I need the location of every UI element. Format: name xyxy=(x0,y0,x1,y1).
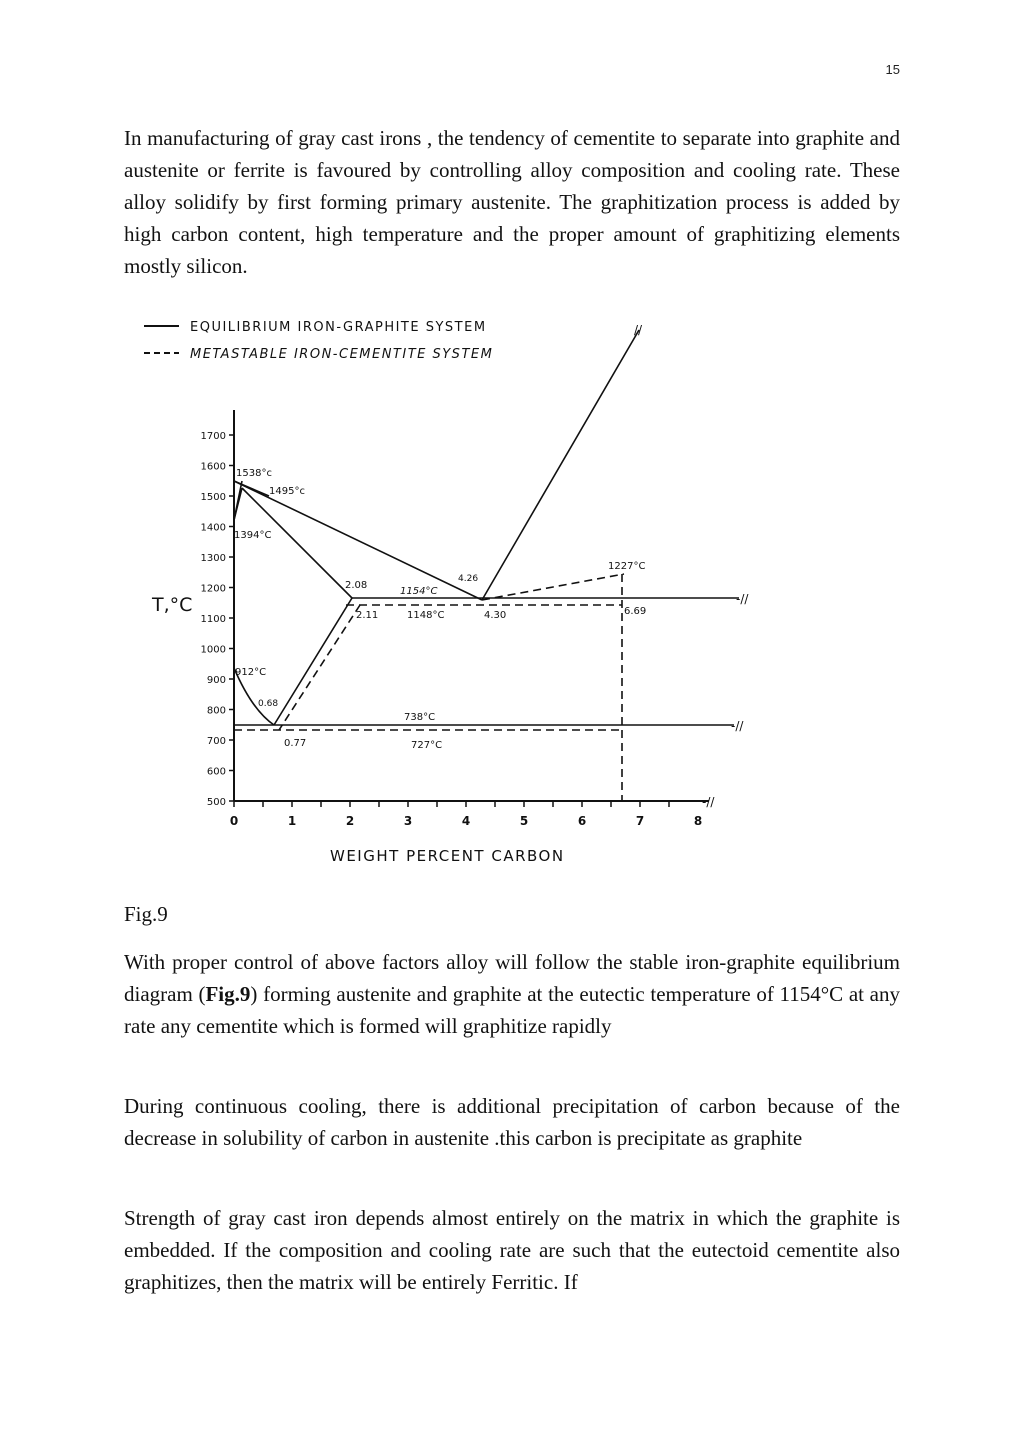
paragraph-strength: Strength of gray cast iron depends almost entirely on the matrix in which the graphite is embedded. If the composition and cooling rate are such that the eutectoid cementite also graphitizes, then the matrix will be entirely Ferritic. If xyxy=(124,1206,900,1294)
x-tick-label-3: 3 xyxy=(403,814,413,828)
y-tick-label-800: 800 xyxy=(206,705,226,717)
acm-line xyxy=(274,598,352,725)
label-1148c: 1148°C xyxy=(407,610,445,621)
x-axis-title: WEIGHT PERCENT CARBON xyxy=(330,847,565,865)
break-mark-eutectoid: -// xyxy=(731,719,744,733)
label-1394c: 1394°C xyxy=(234,530,272,541)
x-tick-label-4: 4 xyxy=(461,814,471,828)
x-tick-label-2: 2 xyxy=(345,814,355,828)
x-tick-label-8: 8 xyxy=(693,814,703,828)
label-0-68: 0.68 xyxy=(258,699,279,709)
label-1227c: 1227°C xyxy=(608,561,646,572)
legend-solid-label: EQUILIBRIUM IRON-GRAPHITE SYSTEM xyxy=(190,320,487,335)
label-738c: 738°C xyxy=(404,712,436,723)
y-tick-label-1300: 1300 xyxy=(200,553,226,564)
metastable-acm xyxy=(279,605,360,730)
solidus-line xyxy=(242,488,352,598)
break-mark-arrow: // xyxy=(634,323,643,337)
x-tick-label-1: 1 xyxy=(287,814,297,828)
label-6-69: 6.69 xyxy=(624,606,647,617)
y-tick-label-1200: 1200 xyxy=(200,583,226,595)
label-4-26: 4.26 xyxy=(458,574,479,584)
paragraph-equilibrium xyxy=(124,946,900,1042)
figure-reference: Fig.9 xyxy=(205,982,251,1006)
x-tick-labels xyxy=(230,814,702,828)
paragraph-equilibrium-part1: With proper control of above factors alloy will follow the stable iron-graphite equilibrium diagram ( xyxy=(124,950,900,1006)
break-mark-eutectic: -// xyxy=(736,592,749,606)
cementite-liquidus xyxy=(482,574,624,600)
x-tick-label-5: 5 xyxy=(519,814,529,828)
solidus-left xyxy=(234,481,242,520)
y-tick-label-1400: 1400 xyxy=(200,522,226,534)
label-2-11: 2.11 xyxy=(356,610,379,621)
y-tick-label-900: 900 xyxy=(206,675,226,686)
y-tick-label-500: 500 xyxy=(206,797,226,808)
label-4-30: 4.30 xyxy=(484,610,507,621)
paragraph-continuous-cooling: During continuous cooling, there is additional precipitation of carbon because of the decrease in solubility of carbon in austenite .this carbon is precipitate as graphite xyxy=(124,1094,900,1150)
y-tick-label-1100: 1100 xyxy=(200,614,226,625)
y-tick-labels xyxy=(201,431,226,808)
legend-dashed-label: METASTABLE IRON-CEMENTITE SYSTEM xyxy=(190,347,494,362)
label-2-08: 2.08 xyxy=(345,580,368,591)
paragraph-equilibrium-part2: ) forming austenite and graphite at the eutectic temperature of 1154°C at any rate any cementite which is formed will graphitize rapidly xyxy=(124,982,900,1038)
y-tick-label-1700: 1700 xyxy=(200,431,226,442)
y-tick-label-1600: 1600 xyxy=(200,461,226,473)
y-tick-label-1500: 1500 xyxy=(200,492,226,503)
x-tick-label-0: 0 xyxy=(229,814,239,828)
y-tick-label-600: 600 xyxy=(206,766,226,778)
label-912c: 912°C xyxy=(235,667,267,678)
paragraph-graphitization: In manufacturing of gray cast irons , the tendency of cementite to separate into graphite and austenite or ferrite is favoured by controlling alloy composition and cooling rate. These alloy solidify by first forming primary austenite. The graphitization process is added by high carbon content, high temperature and the proper amount of graphitizing elements mostly silicon. xyxy=(124,126,900,278)
y-tick-label-700: 700 xyxy=(206,736,226,747)
label-1538c: 1538°c xyxy=(236,468,272,479)
break-mark-axis: -// xyxy=(702,795,715,809)
equilibrium-lines xyxy=(234,330,739,725)
x-tick-label-7: 7 xyxy=(635,814,645,828)
label-727c: 727°C xyxy=(411,740,443,751)
iron-carbon-phase-diagram xyxy=(124,298,764,878)
label-1495c: 1495°c xyxy=(269,486,305,497)
metastable-lines xyxy=(234,574,624,801)
y-axis-title: T,°C xyxy=(152,594,193,616)
page-number: 15 xyxy=(885,62,900,77)
graphite-liquidus xyxy=(482,330,639,600)
label-0-77: 0.77 xyxy=(284,738,307,749)
x-tick-label-6: 6 xyxy=(577,814,587,828)
label-1154c: 1154°C xyxy=(400,586,438,597)
y-tick-label-1000: 1000 xyxy=(200,644,226,656)
figure-caption: Fig.9 xyxy=(124,902,168,926)
